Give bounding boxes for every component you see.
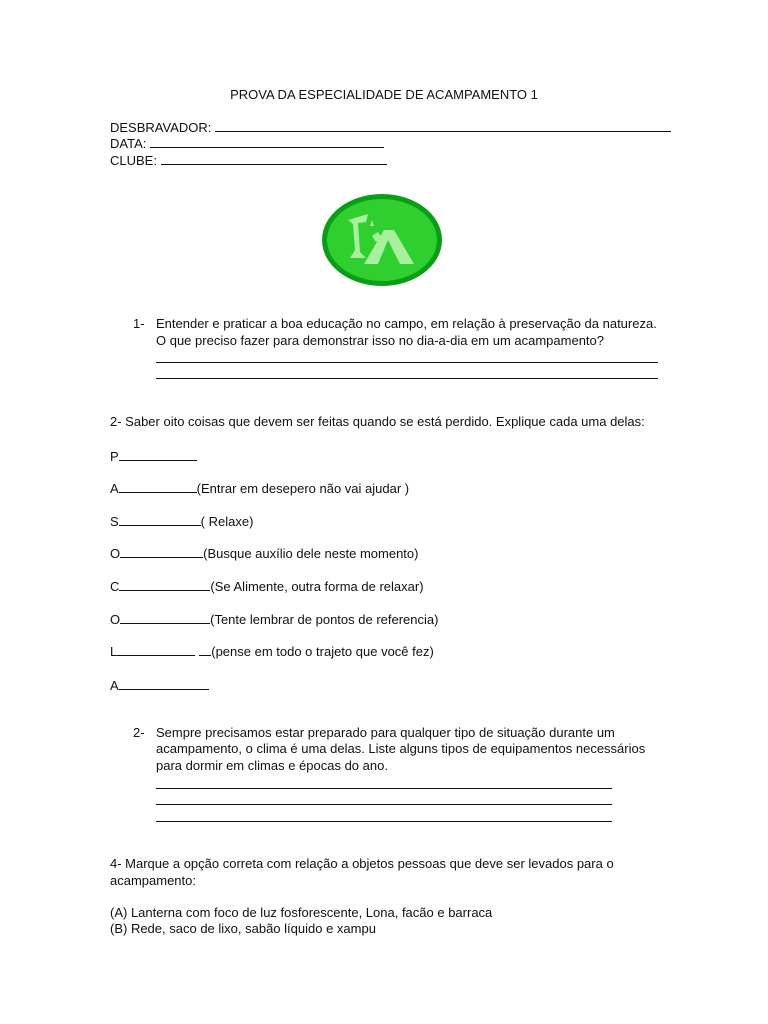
q2-item-o2[interactable] [110, 611, 438, 628]
desbravador-blank[interactable] [215, 119, 671, 132]
item-hint: (Busque auxílio dele neste momento) [203, 546, 419, 561]
page-title: PROVA DA ESPECIALIDADE DE ACAMPAMENTO 1 [230, 87, 538, 102]
q3-answer-line-2[interactable] [156, 804, 612, 805]
q3-line3: para dormir em climas e épocas do ano. [156, 758, 388, 773]
clube-field[interactable] [110, 152, 387, 169]
q1-number: 1- [133, 316, 145, 331]
item-letter: P [110, 449, 119, 464]
item-letter: A [110, 678, 119, 693]
item-letter: C [110, 579, 120, 594]
q2-item-a2[interactable] [110, 677, 209, 694]
q3-line1: Sempre precisamos estar preparado para qualquer tipo de situação durante um [156, 725, 615, 740]
item-blank[interactable] [119, 677, 209, 690]
item-hint: (Tente lembrar de pontos de referencia) [210, 612, 439, 627]
item-letter: S [110, 514, 119, 529]
q3-number: 2- [133, 725, 145, 740]
q1-answer-line-1[interactable] [156, 362, 658, 363]
item-letter: L [110, 644, 118, 659]
q1-answer-line-2[interactable] [156, 378, 658, 379]
q4-option-a[interactable]: (A) Lanterna com foco de luz fosforescente, Lona, facão e barraca [110, 905, 493, 920]
q1-line2: O que preciso fazer para demonstrar isso no dia-a-dia em um acampamento? [156, 333, 604, 348]
q4-option-b[interactable]: (B) Rede, saco de lixo, sabão líquido e xampu [110, 921, 376, 936]
q1-line1: Entender e praticar a boa educação no campo, em relação à preservação da natureza. [156, 316, 657, 331]
item-blank[interactable] [117, 643, 195, 656]
q2-item-s[interactable] [110, 513, 253, 530]
clube-blank[interactable] [161, 152, 387, 165]
data-label: DATA: [110, 136, 147, 151]
item-letter: O [110, 546, 121, 561]
item-blank-extra[interactable] [199, 643, 211, 656]
clube-label: CLUBE: [110, 153, 157, 168]
q4-line1: 4- Marque a opção correta com relação a objetos pessoas que deve ser levados para o [110, 856, 614, 871]
q3-answer-line-1[interactable] [156, 788, 612, 789]
q3-answer-line-3[interactable] [156, 821, 612, 822]
q4-line2: acampamento: [110, 873, 196, 888]
item-blank[interactable] [119, 578, 210, 591]
q2-item-l[interactable] [110, 643, 434, 660]
item-hint: (Entrar em desepero não vai ajudar ) [196, 481, 410, 496]
item-letter: A [110, 481, 119, 496]
desbravador-label: DESBRAVADOR: [110, 120, 212, 135]
q3-line2: acampamento, o clima é uma delas. Liste alguns tipos de equipamentos necessários [156, 741, 646, 756]
item-letter: O [110, 612, 121, 627]
item-blank[interactable] [119, 480, 197, 493]
desbravador-field[interactable] [110, 119, 671, 136]
item-hint: (pense em todo o trajeto que você fez) [211, 644, 434, 659]
q2-item-o1[interactable] [110, 545, 418, 562]
data-blank[interactable] [150, 135, 384, 148]
camping-tent-emblem-icon [320, 192, 444, 288]
item-blank[interactable] [119, 513, 201, 526]
data-field[interactable] [110, 135, 384, 152]
item-hint: (Se Alimente, outra forma de relaxar) [210, 579, 424, 594]
q2-item-a[interactable] [110, 480, 409, 497]
q2-item-p[interactable] [110, 448, 197, 465]
item-blank[interactable] [120, 611, 210, 624]
item-hint: ( Relaxe) [200, 514, 254, 529]
item-blank[interactable] [120, 545, 203, 558]
q2-item-c[interactable] [110, 578, 424, 595]
q2-prompt: 2- Saber oito coisas que devem ser feitas quando se está perdido. Explique cada uma delas: [110, 414, 645, 429]
item-blank[interactable] [119, 448, 197, 461]
